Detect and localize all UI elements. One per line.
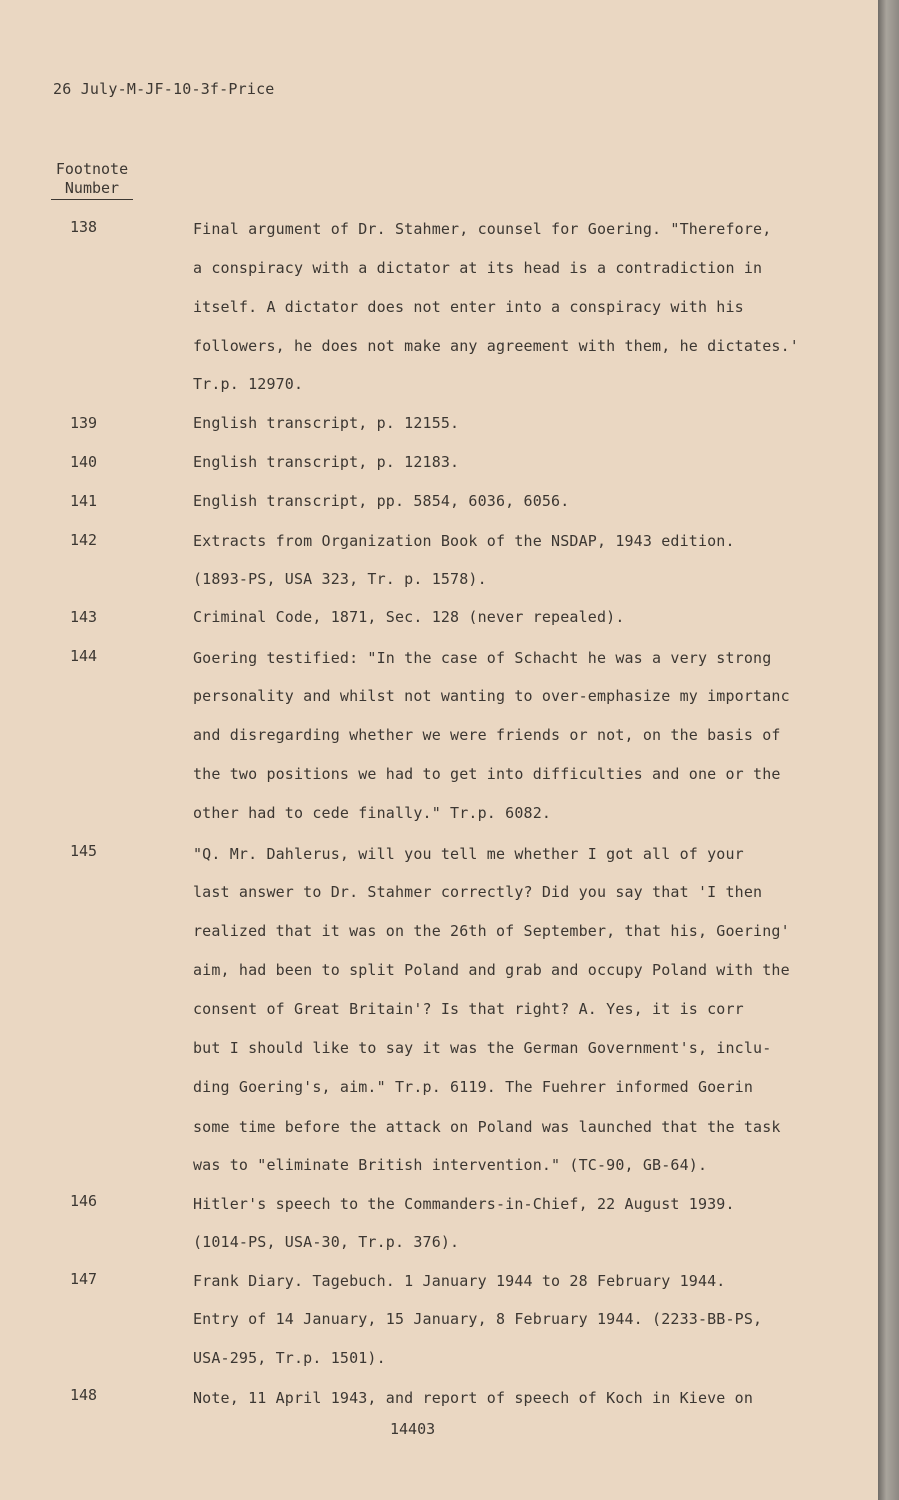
footnote-line: Tr.p. 12970. (193, 375, 304, 393)
footnote-line: Goering testified: "In the case of Schacht he was a very strong (193, 649, 772, 667)
footnote-line: Final argument of Dr. Stahmer, counsel for Goering. "Therefore, (193, 220, 772, 238)
footnote-line: Criminal Code, 1871, Sec. 128 (never repealed). (193, 608, 625, 626)
footnote-number: 140 (70, 453, 98, 471)
footnote-line: a conspiracy with a dictator at its head is a contradiction in (193, 259, 763, 277)
footnote-line: personality and whilst not wanting to over-emphasize my importanc (193, 687, 790, 705)
footnote-number: 143 (70, 608, 98, 626)
document-header: 26 July-M-JF-10-3f-Price (53, 80, 275, 98)
footnote-line: aim, had been to split Poland and grab and occupy Poland with the (193, 961, 790, 979)
footnote-line: USA-295, Tr.p. 1501). (193, 1349, 386, 1367)
footnote-line: (1014-PS, USA-30, Tr.p. 376). (193, 1233, 460, 1251)
footnote-number: 147 (70, 1270, 98, 1288)
page-number: 14403 (390, 1420, 436, 1438)
scan-edge (878, 0, 899, 1500)
footnote-line: English transcript, p. 12183. (193, 453, 460, 471)
column-heading-line1: Footnote (55, 160, 129, 178)
footnote-line: was to "eliminate British intervention." (TC-90, GB-64). (193, 1156, 708, 1174)
footnote-line: "Q. Mr. Dahlerus, will you tell me whether I got all of your (193, 845, 744, 863)
footnote-line: ding Goering's, aim." Tr.p. 6119. The Fuehrer informed Goerin (193, 1078, 754, 1096)
footnote-line: but I should like to say it was the German Government's, inclu- (193, 1039, 772, 1057)
footnote-number: 145 (70, 842, 98, 860)
column-heading-line2: Number (51, 179, 133, 200)
footnote-line: English transcript, pp. 5854, 6036, 6056. (193, 492, 570, 510)
footnote-number: 146 (70, 1192, 98, 1210)
footnote-line: consent of Great Britain'? Is that right? A. Yes, it is corr (193, 1000, 744, 1018)
footnote-line: realized that it was on the 26th of September, that his, Goering' (193, 922, 790, 940)
footnote-line: other had to cede finally." Tr.p. 6082. (193, 804, 552, 822)
footnote-line: followers, he does not make any agreement with them, he dictates.' (193, 337, 799, 355)
footnote-number: 148 (70, 1386, 98, 1404)
footnote-line: Hitler's speech to the Commanders-in-Chief, 22 August 1939. (193, 1195, 735, 1213)
footnote-line: last answer to Dr. Stahmer correctly? Did you say that 'I then (193, 883, 763, 901)
footnote-column-heading (51, 160, 133, 200)
footnote-number: 142 (70, 531, 98, 549)
footnote-line: Note, 11 April 1943, and report of speech of Koch in Kieve on (193, 1389, 754, 1407)
footnote-number: 139 (70, 414, 98, 432)
footnote-line: some time before the attack on Poland was launched that the task (193, 1118, 781, 1136)
footnote-line: the two positions we had to get into difficulties and one or the (193, 765, 781, 783)
footnote-line: English transcript, p. 12155. (193, 414, 460, 432)
footnote-line: Frank Diary. Tagebuch. 1 January 1944 to 28 February 1944. (193, 1272, 726, 1290)
footnote-line: Extracts from Organization Book of the NSDAP, 1943 edition. (193, 532, 735, 550)
footnote-number: 138 (70, 218, 98, 236)
footnote-line: Entry of 14 January, 15 January, 8 February 1944. (2233-BB-PS, (193, 1310, 763, 1328)
footnote-line: itself. A dictator does not enter into a conspiracy with his (193, 298, 744, 316)
footnote-number: 141 (70, 492, 98, 510)
footnote-line: and disregarding whether we were friends or not, on the basis of (193, 726, 781, 744)
footnote-line: (1893-PS, USA 323, Tr. p. 1578). (193, 570, 487, 588)
footnote-number: 144 (70, 647, 98, 665)
